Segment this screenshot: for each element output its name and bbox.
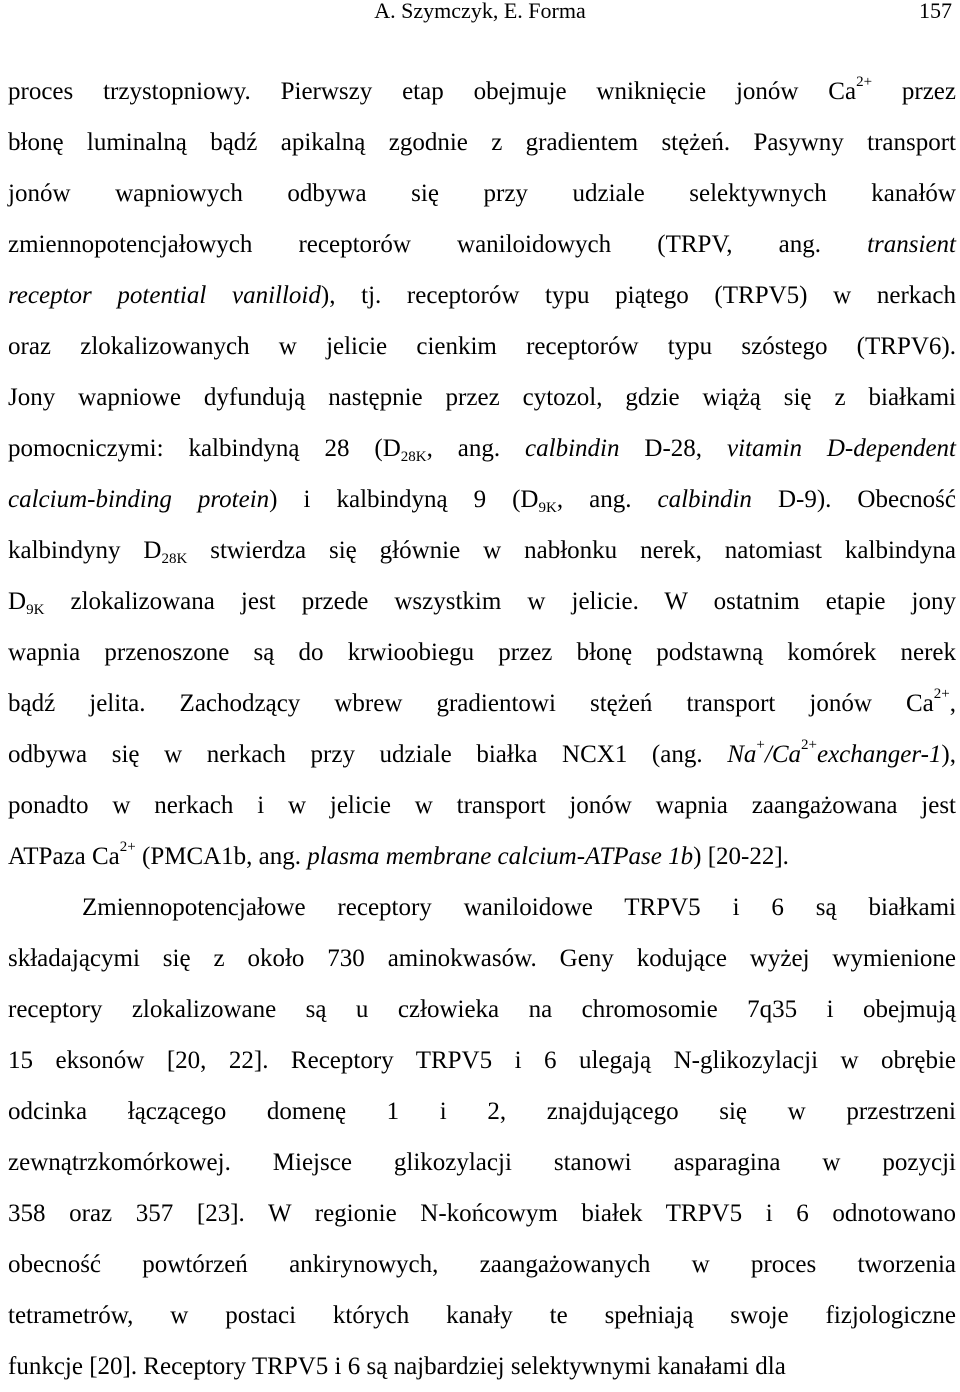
italic-text: receptor potential vanilloid	[8, 282, 321, 309]
text-run: ), tj. receptorów typu piątego (TRPV5) w nerkach	[320, 282, 956, 309]
text-run: wapnia przenoszone są do krwioobiegu przez błonę podstawną komórek nerek	[8, 639, 956, 666]
text-run: przez	[872, 78, 957, 105]
text-line	[8, 423, 956, 474]
text-line	[8, 1035, 956, 1086]
italic-text: calcium-binding protein	[8, 486, 270, 513]
text-run: 15 eksonów [20, 22]. Receptory TRPV5 i 6 ulegają N-glikozylacji w obrębie	[8, 1047, 956, 1074]
italic-text: Na	[727, 741, 757, 768]
subscript: 28K	[161, 551, 188, 567]
superscript: 2+	[119, 839, 136, 855]
text-run: zlokalizowana jest przede wszystkim w jelicie. W ostatnim etapie jony	[44, 588, 956, 615]
page-number: 157	[919, 0, 952, 23]
text-line	[8, 1290, 956, 1341]
text-run: odcinka łączącego domenę 1 i 2, znajdującego się w przestrzeni	[8, 1098, 956, 1125]
running-head-authors: A. Szymczyk, E. Forma	[374, 0, 586, 23]
text-run: ) [20-22].	[693, 843, 789, 870]
text-line	[8, 1341, 956, 1392]
text-run: funkcje [20]. Receptory TRPV5 i 6 są najbardziej selektywnymi kanałami dla	[8, 1353, 786, 1380]
italic-text: calbindin	[525, 435, 620, 462]
text-run: pomocniczymi: kalbindyną 28 (D	[8, 435, 401, 462]
text-run: receptory zlokalizowane są u człowieka na chromosomie 7q35 i obejmują	[8, 996, 956, 1023]
text-line	[8, 780, 956, 831]
text-line	[8, 66, 956, 117]
text-run: zewnątrzkomórkowej. Miejsce glikozylacji stanowi asparagina w pozycji	[8, 1149, 956, 1176]
text-line	[8, 168, 956, 219]
italic-text: vitamin D-dependent	[726, 435, 956, 462]
text-line	[8, 576, 956, 627]
text-line	[8, 321, 956, 372]
text-run: składającymi się z około 730 aminokwasów. Geny kodujące wyżej wymienione	[8, 945, 956, 972]
text-line	[8, 525, 956, 576]
text-run: bądź jelita. Zachodzący wbrew gradientowi stężeń transport jonów Ca	[8, 690, 934, 717]
text-line	[8, 678, 956, 729]
italic-text: plasma membrane calcium-ATPase 1b	[307, 843, 694, 870]
text-line	[8, 729, 956, 780]
text-run: ponadto w nerkach i w jelicie w transport jonów wapnia zaangażowana jest	[8, 792, 956, 819]
italic-text: /Ca	[764, 741, 801, 768]
subscript: 28K	[400, 449, 427, 465]
text-line	[8, 627, 956, 678]
text-run: , ang.	[556, 486, 658, 513]
text-line	[8, 1086, 956, 1137]
text-run: odbywa się w nerkach przy udziale białka NCX1 (ang.	[8, 741, 728, 768]
text-line	[8, 474, 956, 525]
text-run: D-9). Obecność	[751, 486, 956, 513]
superscript: 2+	[933, 686, 950, 702]
text-line	[8, 117, 956, 168]
text-run: oraz zlokalizowanych w jelicie cienkim receptorów typu szóstego (TRPV6).	[8, 333, 956, 360]
superscript: 2+	[801, 737, 817, 753]
subscript: 9K	[538, 500, 557, 516]
text-run: kalbindyny D	[8, 537, 162, 564]
text-line	[8, 933, 956, 984]
text-run: zmiennopotencjałowych receptorów waniloidowych (TRPV, ang.	[8, 231, 868, 258]
text-run: D-28,	[619, 435, 727, 462]
superscript: 2+	[856, 74, 873, 90]
subscript: 9K	[26, 602, 45, 618]
text-run: jonów wapniowych odbywa się przy udziale selektywnych kanałów	[8, 180, 956, 207]
text-run: błonę luminalną bądź apikalną zgodnie z gradientem stężeń. Pasywny transport	[8, 129, 956, 156]
italic-text: transient	[867, 231, 956, 258]
text-line	[8, 831, 956, 882]
text-line	[8, 219, 956, 270]
text-run: Jony wapniowe dyfundują następnie przez cytozol, gdzie wiążą się z białkami	[8, 384, 956, 411]
text-line	[8, 882, 956, 933]
text-run: proces trzystopniowy. Pierwszy etap obejmuje wniknięcie jonów Ca	[8, 78, 857, 105]
text-run: ) i kalbindyną 9 (D	[269, 486, 539, 513]
text-run: , ang.	[426, 435, 526, 462]
text-run: ATPaza Ca	[8, 843, 120, 870]
text-line	[8, 984, 956, 1035]
text-run: (PMCA1b, ang.	[135, 843, 308, 870]
italic-text: calbindin	[657, 486, 752, 513]
text-run: obecność powtórzeń ankirynowych, zaangażowanych w proces tworzenia	[8, 1251, 956, 1278]
text-line	[8, 270, 956, 321]
page-header	[0, 0, 960, 28]
text-run: tetrametrów, w postaci których kanały te spełniają swoje fizjologiczne	[8, 1302, 956, 1329]
body-text	[8, 66, 956, 1392]
text-run: 358 oraz 357 [23]. W regionie N-końcowym białek TRPV5 i 6 odnotowano	[8, 1200, 956, 1227]
text-line	[8, 1188, 956, 1239]
text-run: stwierdza się głównie w nabłonku nerek, natomiast kalbindyna	[187, 537, 956, 564]
text-line	[8, 372, 956, 423]
superscript: +	[756, 737, 765, 753]
text-run: ),	[941, 741, 956, 768]
text-run: Zmiennopotencjałowe receptory waniloidowe TRPV5 i 6 są białkami	[82, 894, 956, 921]
text-run: ,	[949, 690, 956, 717]
text-run: D	[8, 588, 27, 615]
italic-text: exchanger-1	[816, 741, 942, 768]
text-line	[8, 1137, 956, 1188]
text-line	[8, 1239, 956, 1290]
